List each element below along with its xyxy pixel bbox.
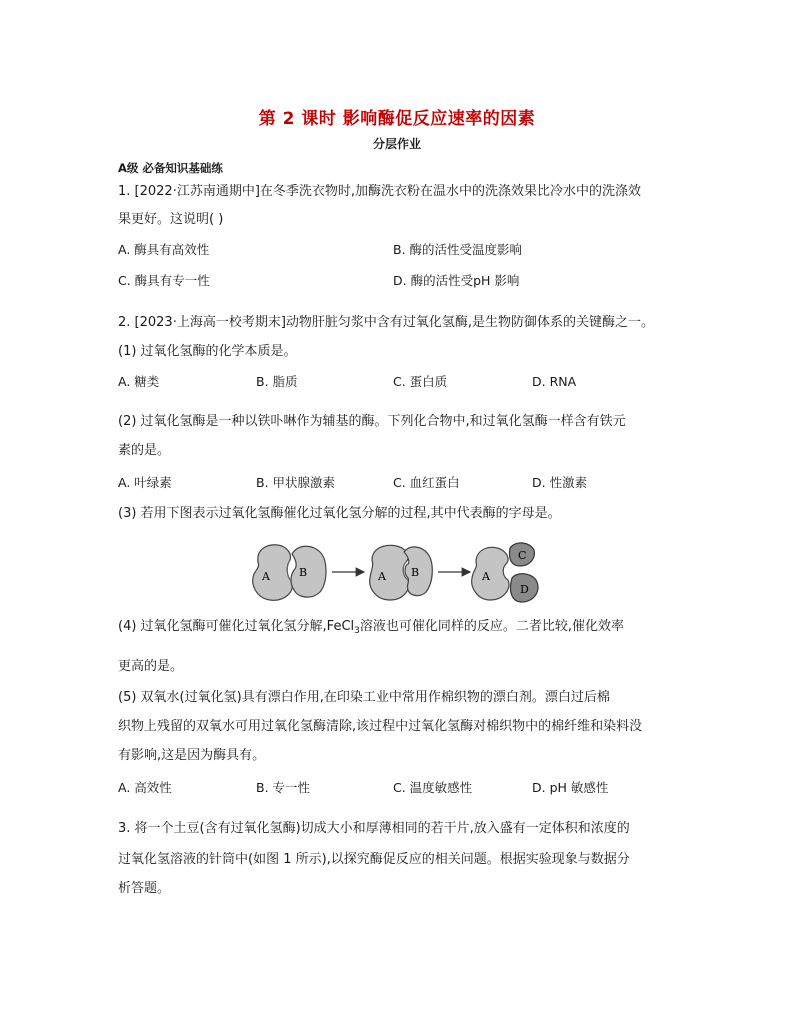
q2-part2-option-b: B. 甲状腺激素	[256, 475, 336, 490]
enzyme-reaction-diagram	[250, 540, 550, 606]
q1-option-b: B. 酶的活性受温度影响	[393, 242, 523, 257]
label-a-3: A	[482, 570, 490, 583]
q2-part4-text-b: 溶液也可催化同样的反应。二者比较,催化效率	[359, 619, 625, 634]
q2-part5-option-d: D. pH 敏感性	[532, 780, 609, 795]
q2-part2-option-c: C. 血红蛋白	[393, 475, 460, 490]
page-subtitle: 分层作业	[372, 137, 421, 151]
q1-option-c: C. 酶具有专一性	[118, 273, 210, 288]
q3-line2: 过氧化氢溶液的针筒中(如图 1 所示),以探究酶促反应的相关问题。根据实验现象与数据分	[118, 852, 630, 867]
q2-part4-line1	[118, 617, 624, 641]
q2-part1: (1) 过氧化氢酶的化学本质是。	[118, 344, 297, 359]
label-d: D	[520, 583, 529, 596]
q1-option-d: D. 酶的活性受pH 影响	[393, 273, 520, 288]
q2-stem: 2. [2023·上海高一校考期末]动物肝脏匀浆中含有过氧化氢酶,是生物防御体系的关键酶之一。	[118, 315, 655, 330]
enzyme-stage-2	[370, 545, 433, 600]
q2-part5-option-c: C. 温度敏感性	[393, 780, 473, 795]
label-b-2: B	[411, 566, 420, 579]
q2-part5-line2: 织物上残留的双氧水可用过氧化氢酶清除,该过程中过氧化氢酶对棉织物中的棉纤维和染料没	[118, 719, 643, 734]
q2-part5-option-a: A. 高效性	[118, 780, 172, 795]
q3-line3: 析答题。	[118, 881, 171, 896]
q2-part1-option-c: C. 蛋白质	[393, 374, 448, 389]
label-c: C	[518, 549, 527, 562]
q2-part3: (3) 若用下图表示过氧化氢酶催化过氧化氢分解的过程,其中代表酶的字母是。	[118, 506, 561, 521]
section-heading: A级 必备知识基础练	[118, 161, 223, 175]
q2-part5-line1: (5) 双氧水(过氧化氢)具有漂白作用,在印染工业中常用作棉织物的漂白剂。漂白过后棉	[118, 690, 610, 705]
label-a-1: A	[262, 570, 270, 583]
q2-part4-text-a: (4) 过氧化氢酶可催化过氧化氢分解,FeCl	[118, 619, 355, 634]
q2-part4-line2: 更高的是。	[118, 659, 184, 674]
q3-line1: 3. 将一个土豆(含有过氧化氢酶)切成大小和厚薄相同的若干片,放入盛有一定体积和浓度的	[118, 821, 630, 836]
q1-option-a: A. 酶具有高效性	[118, 242, 210, 257]
q2-part1-option-b: B. 脂质	[256, 374, 298, 389]
q2-part2-line1: (2) 过氧化氢酶是一种以铁卟啉作为辅基的酶。下列化合物中,和过氧化氢酶一样含有铁元	[118, 414, 626, 429]
q1-stem-line2: 果更好。这说明( )	[118, 212, 224, 227]
q2-part1-option-d: D. RNA	[532, 374, 577, 389]
label-a-2: A	[378, 570, 386, 583]
q2-part2-line2: 素的是。	[118, 443, 171, 458]
enzyme-stage-1	[253, 545, 326, 600]
enzyme-stage-3	[472, 543, 538, 602]
q2-part2-option-d: D. 性激素	[532, 475, 588, 490]
q1-stem-line1: 1. [2022·江苏南通期中]在冬季洗衣物时,加酶洗衣粉在温水中的洗涤效果比冷水中的洗涤效	[118, 184, 642, 199]
page-title: 第 2 课时 影响酶促反应速率的因素	[258, 109, 536, 129]
q2-part5-option-b: B. 专一性	[256, 780, 311, 795]
label-b-1: B	[299, 566, 308, 579]
q2-part2-option-a: A. 叶绿素	[118, 475, 172, 490]
q2-part1-option-a: A. 糖类	[118, 374, 160, 389]
q2-part5-line3: 有影响,这是因为酶具有。	[118, 748, 266, 763]
q2-part4-subscript: 3	[354, 626, 360, 636]
